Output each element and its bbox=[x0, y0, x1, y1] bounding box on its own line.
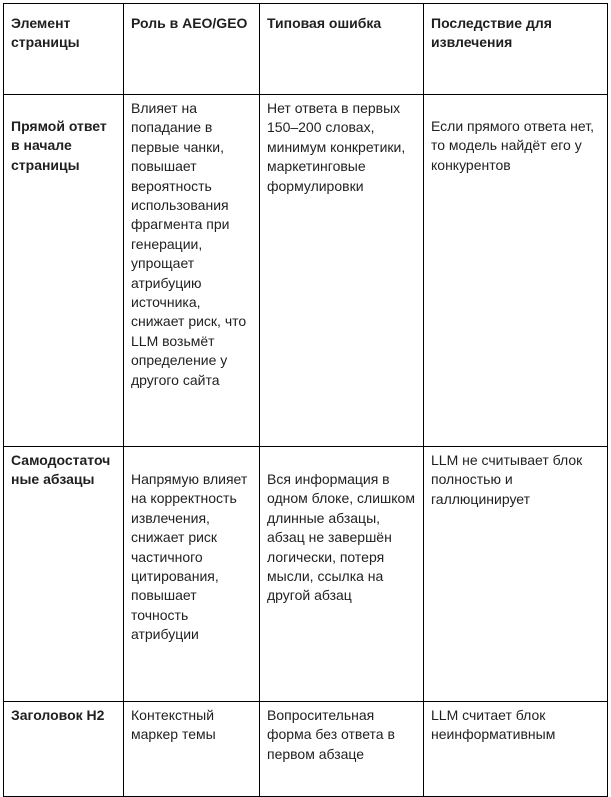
cell-element bbox=[4, 95, 124, 447]
header-label: Роль в AEO/GEO bbox=[131, 15, 248, 31]
table-row bbox=[4, 702, 608, 797]
header-label: Элемент страницы bbox=[11, 15, 80, 51]
cell-text: LLM не считывает блок полностью и галлюцинирует bbox=[431, 452, 583, 507]
cell-text: Заголовок H2 bbox=[11, 707, 105, 723]
cell-consequence bbox=[424, 702, 608, 797]
cell-element bbox=[4, 447, 124, 702]
header-cell-error bbox=[260, 4, 424, 95]
cell-role bbox=[124, 95, 260, 447]
cell-element bbox=[4, 702, 124, 797]
header-cell-element bbox=[4, 4, 124, 95]
cell-text: LLM считает блок неинформативным bbox=[431, 707, 556, 743]
cell-text: Влияет на попадание в первые чанки, повышает вероятность использования фрагмента при генерации, упрощает атрибуцию источника, снижает риск, что LLM возьмёт определение у другого сайта bbox=[131, 100, 247, 388]
header-label: Последствие для извлечения bbox=[431, 15, 552, 51]
table-header-row bbox=[4, 4, 608, 95]
cell-text: Если прямого ответа нет, то модель найдёт его у конкурентов bbox=[431, 118, 594, 173]
cell-text: Нет ответа в первых 150–200 словах, минимум конкретики, маркетинговые формулировки bbox=[267, 100, 406, 194]
header-cell-role bbox=[124, 4, 260, 95]
cell-text: Вопросительная форма без ответа в первом абзаце bbox=[267, 707, 395, 762]
table-row bbox=[4, 95, 608, 447]
header-label: Типовая ошибка bbox=[267, 15, 382, 31]
cell-consequence bbox=[424, 447, 608, 702]
comparison-table bbox=[3, 3, 608, 797]
table-row bbox=[4, 447, 608, 702]
cell-text: Самодостаточные абзацы bbox=[11, 452, 111, 488]
cell-error bbox=[260, 702, 424, 797]
cell-text: Прямой ответ в начале страницы bbox=[11, 118, 107, 173]
cell-error bbox=[260, 447, 424, 702]
cell-text: Напрямую влияет на корректность извлечения, снижает риск частичного цитирования, повышает точность атрибуции bbox=[131, 471, 248, 643]
cell-role bbox=[124, 702, 260, 797]
cell-consequence bbox=[424, 95, 608, 447]
cell-role bbox=[124, 447, 260, 702]
header-cell-consequence bbox=[424, 4, 608, 95]
cell-text: Вся информация в одном блоке, слишком длинные абзацы, абзац не завершён логически, потеря мысли, ссылка на другой абзац bbox=[267, 471, 415, 604]
cell-error bbox=[260, 95, 424, 447]
cell-text: Контекстный маркер темы bbox=[131, 707, 216, 743]
